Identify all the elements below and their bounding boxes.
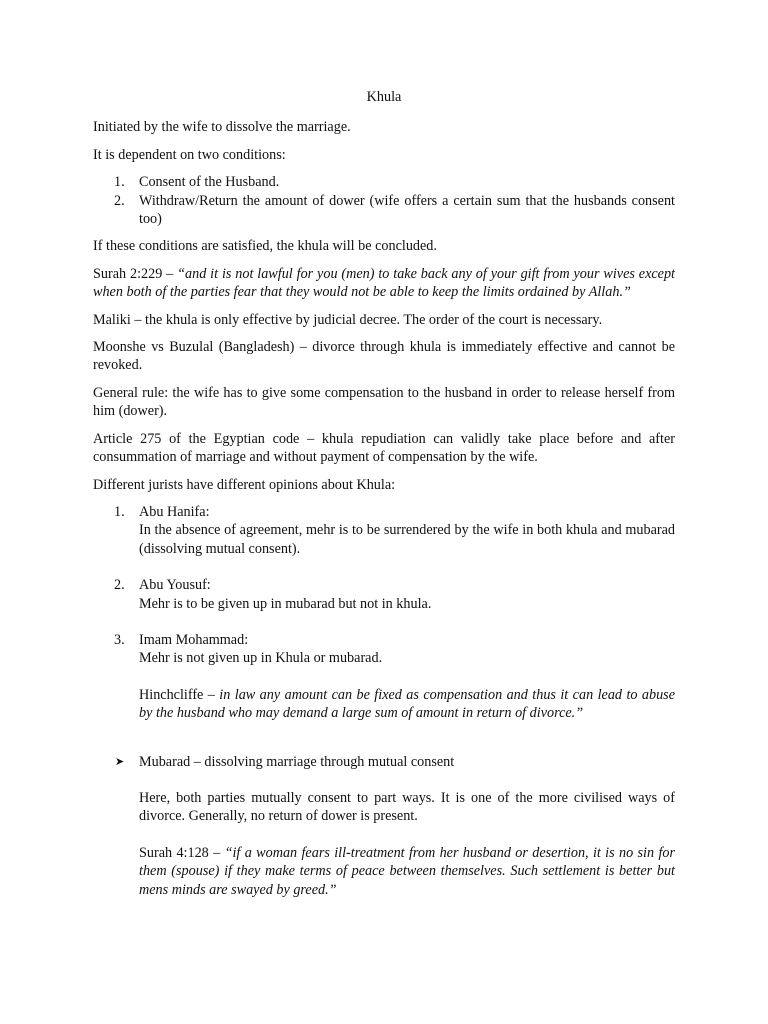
- jurist-name: Abu Hanifa:: [139, 503, 210, 520]
- surah-4-128-lead: Surah 4:128 –: [139, 844, 225, 861]
- condition-text: Withdraw/Return the amount of dower (wife offers a certain sum that the husbands consent too): [139, 192, 675, 228]
- jurist-opinion: In the absence of agreement, mehr is to be surrendered by the wife in both khula and mubarad (dissolving mutual consent).: [139, 522, 675, 557]
- hinchcliffe-quote: in law any amount can be fixed as compensation and thus it can lead to abuse by the husband who may demand a large sum of amount in return of divorce.”: [139, 686, 676, 722]
- maliki-paragraph: Maliki – the khula is only effective by judicial decree. The order of the court is necessary.: [93, 311, 603, 328]
- intro-line-1: Initiated by the wife to dissolve the marriage.: [93, 119, 351, 136]
- jurist-opinion: Mehr is to be given up in mubarad but not in khula.: [139, 595, 432, 612]
- jurists-intro: Different jurists have different opinions about Khula:: [93, 476, 396, 493]
- condition-item: [93, 192, 675, 229]
- list-number: 1.: [114, 174, 125, 191]
- arrow-bullet-icon: ➤: [115, 754, 125, 768]
- document-page: [93, 88, 675, 917]
- surah-2-229-quote: “and it is not lawful for you (men) to take back any of your gift from your wives except when both of the parties fear that they would not be able to keep the limits ordained by Allah.”: [93, 265, 676, 301]
- list-number: 1.: [114, 503, 125, 520]
- surah-4-128-quote: “if a woman fears ill-treatment from her husband or desertion, it is no sin for them (spouse) if they make terms of peace between themselves. Such settlement is better but mens minds are swayed by greed.”: [139, 844, 676, 898]
- jurist-opinion: Mehr is not given up in Khula or mubarad.: [139, 650, 383, 667]
- intro-line-2: It is dependent on two conditions:: [93, 146, 286, 163]
- list-number: 3.: [114, 631, 125, 648]
- jurist-name: Imam Mohammad:: [139, 631, 249, 648]
- hinchcliffe-lead: Hinchcliffe –: [139, 686, 220, 703]
- conditions-list: [93, 173, 675, 228]
- moonshe-paragraph: Moonshe vs Buzulal (Bangladesh) – divorce through khula is immediately effective and cannot be revoked.: [93, 339, 675, 374]
- condition-item: [93, 173, 675, 191]
- page-title: Khula: [366, 89, 402, 105]
- surah-2-229-lead: Surah 2:229 –: [93, 265, 178, 282]
- jurist-item: [93, 503, 675, 558]
- condition-text: Consent of the Husband.: [139, 174, 280, 191]
- mubarad-bullet: [93, 753, 675, 771]
- list-number: 2.: [114, 192, 125, 209]
- mubarad-paragraph: Here, both parties mutually consent to part ways. It is one of the more civilised ways of divorce. Generally, no return of dower is present.: [139, 789, 675, 825]
- list-number: 2.: [114, 577, 125, 594]
- jurist-item: [93, 576, 675, 613]
- article-275-paragraph: Article 275 of the Egyptian code – khula repudiation can validly take place before and after consummation of marriage and without payment of compensation by the wife.: [93, 430, 675, 466]
- jurist-item: [93, 631, 675, 668]
- general-rule-paragraph: General rule: the wife has to give some compensation to the husband in order to release herself from him (dower).: [93, 384, 675, 420]
- surah-4-128-paragraph: [93, 844, 675, 899]
- hinchcliffe-paragraph: [93, 686, 675, 723]
- concluded-paragraph: If these conditions are satisfied, the khula will be concluded.: [93, 238, 437, 255]
- mubarad-heading: Mubarad – dissolving marriage through mutual consent: [139, 753, 455, 770]
- jurist-name: Abu Yousuf:: [139, 577, 211, 594]
- surah-2-229-paragraph: [93, 265, 675, 302]
